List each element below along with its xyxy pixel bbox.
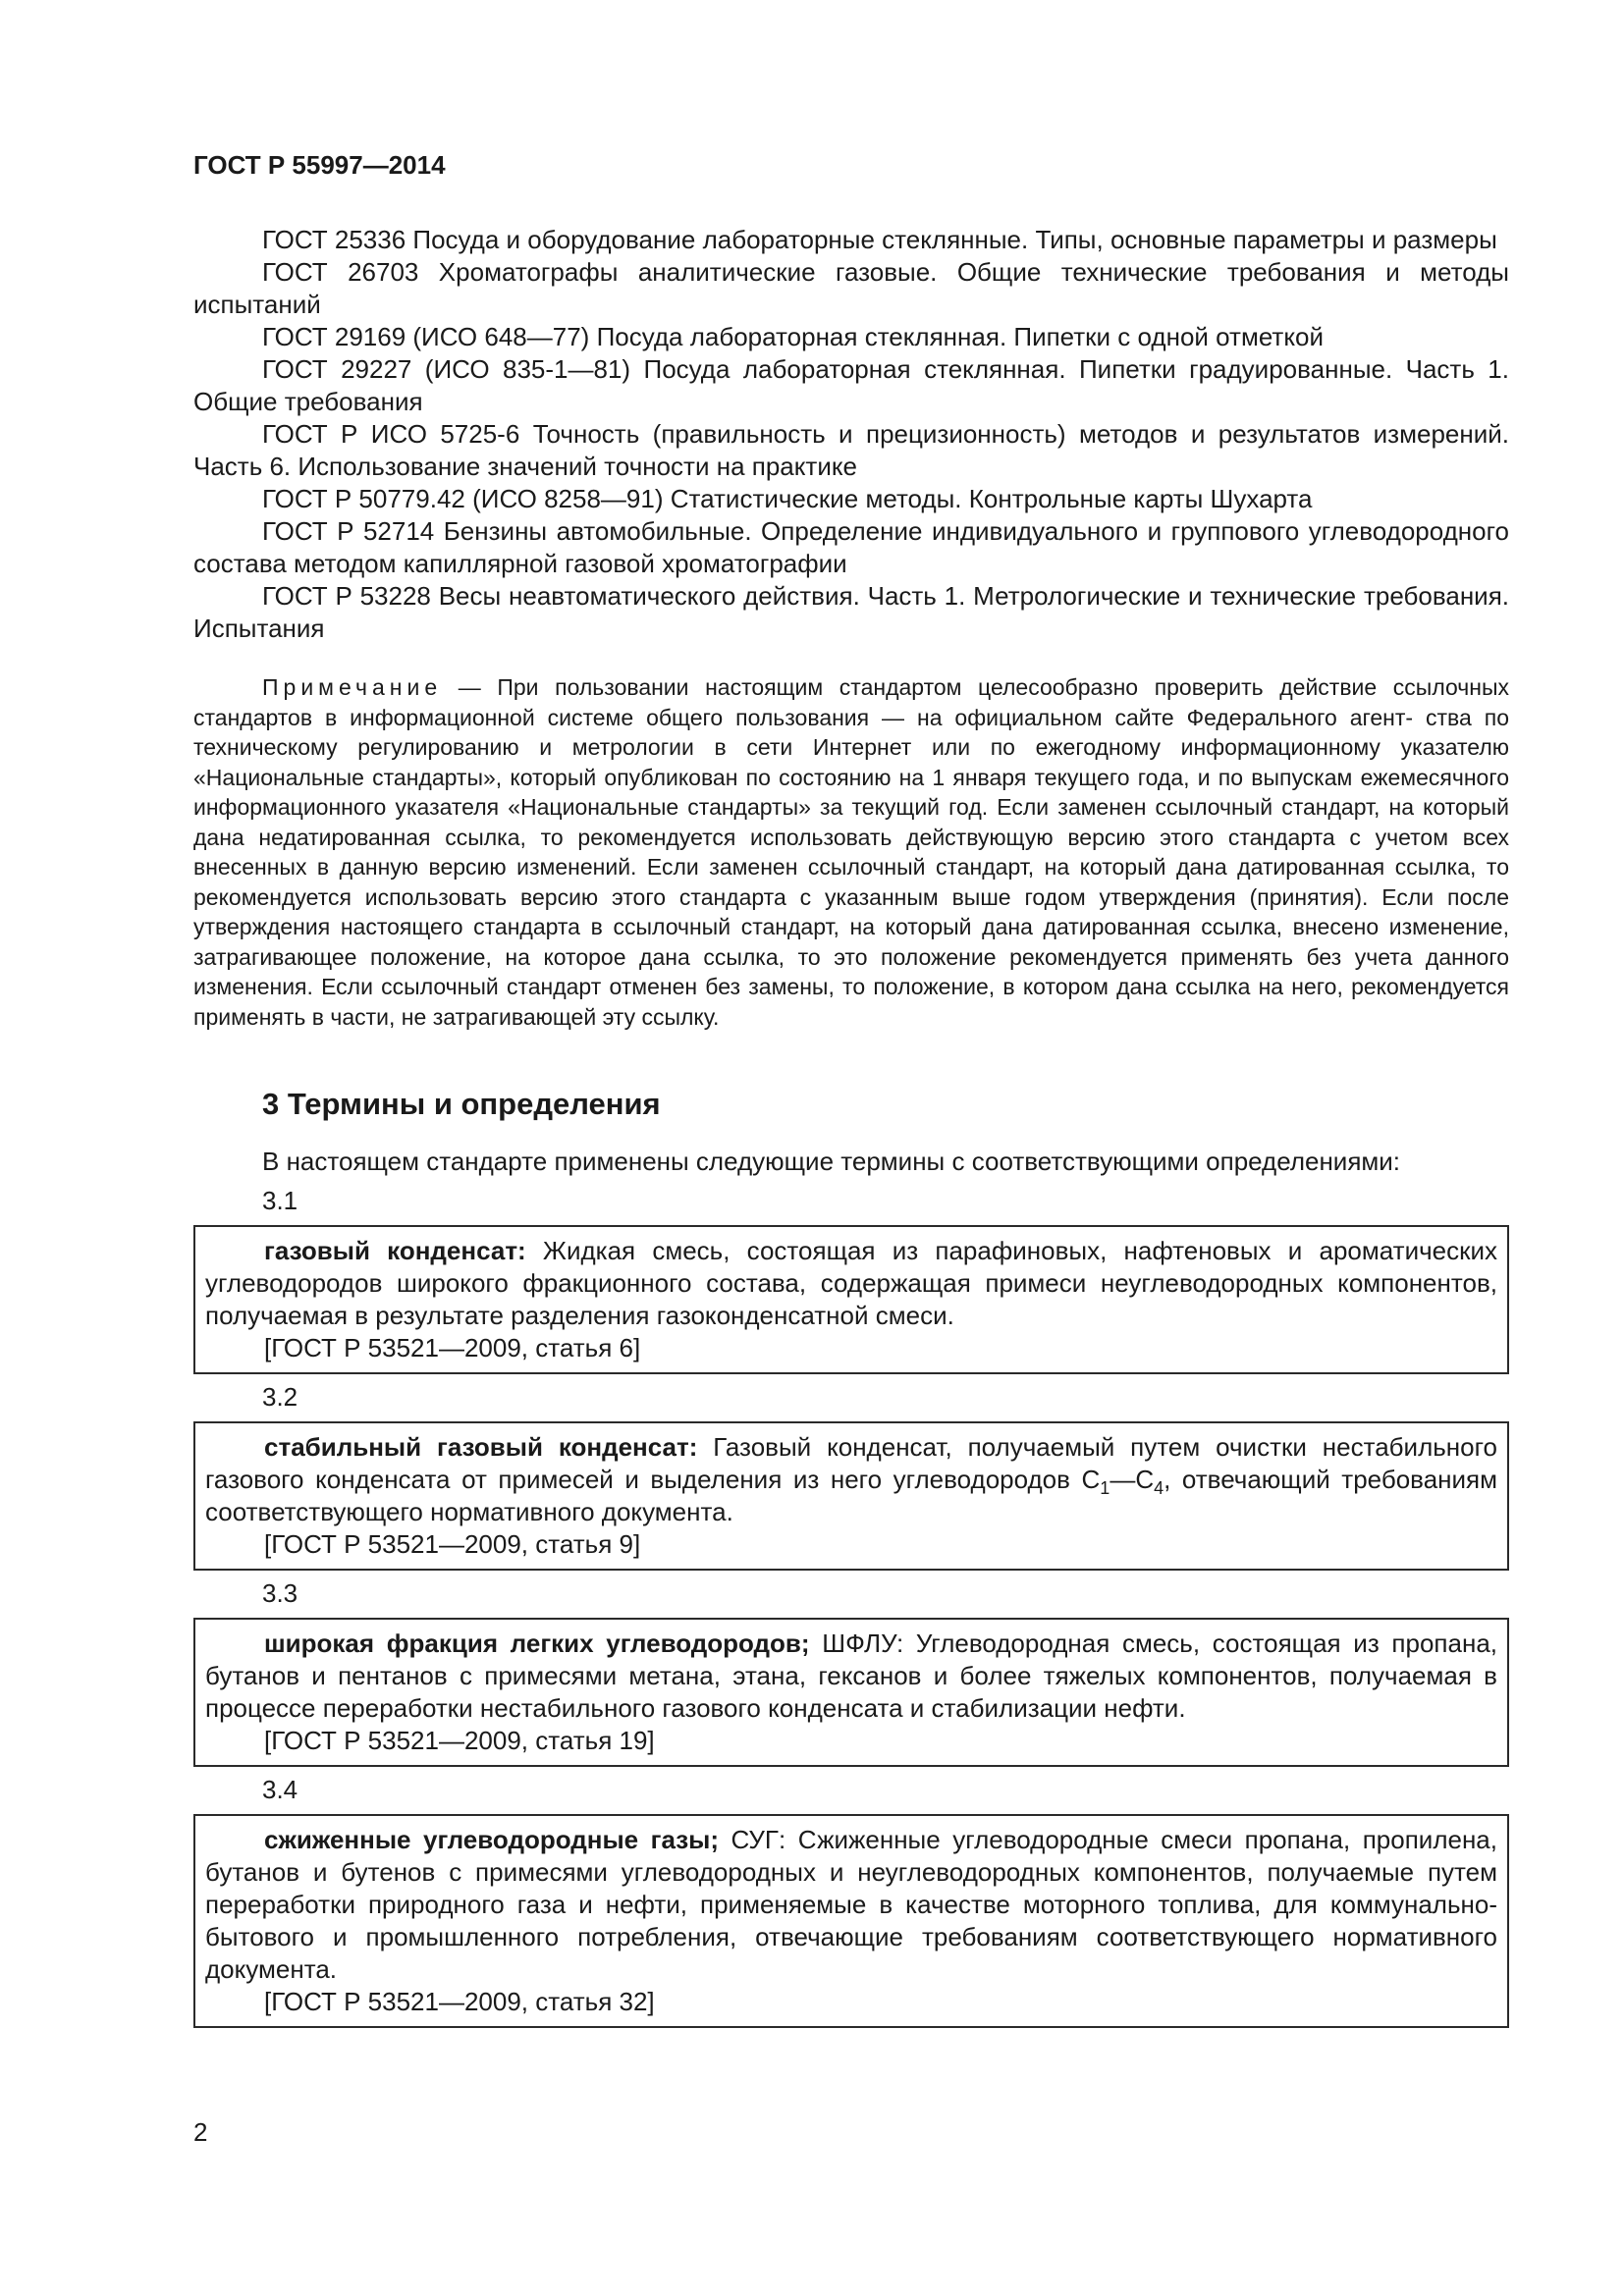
page-content [193,224,1509,2028]
page-number: 2 [193,2117,208,2147]
term-text: СУГ: Сжиженные углеводородные смеси пропана, пропилена, бутанов и бутенов с примесями углеводородных и неуглеводородных компонентов, получаемые путем переработки природного газа и нефти, применяемые в качестве моторного топлива, для коммунально-бытового и промышленного потребления, отвечающие требованиям соответствующего нормативного документа. [205,1825,1497,1984]
term-definition [205,1235,1497,1332]
reference-item: ГОСТ Р ИСО 5725-6 Точность (правильность и прецизионность) методов и результатов измерений. Часть 6. Использование значений точности на практике [193,419,1509,481]
term-definition [205,1824,1497,1986]
term-text: ШФЛУ: Углеводородная смесь, состоящая из пропана, бутанов и пентанов с примесями метана, этана, гексанов и более тяжелых компонентов, получаемая в процессе переработки нестабильного газового конденсата и стабилизации нефти. [205,1629,1498,1723]
term-text: —С [1110,1465,1155,1494]
term-definition [205,1431,1497,1528]
term-definition [205,1628,1497,1725]
term-definition-box [193,1814,1509,2028]
term-number: 3.3 [262,1578,298,1608]
term-number: 3.2 [262,1382,298,1412]
term-source: [ГОСТ Р 53521—2009, статья 32] [264,1987,655,2016]
term-text: Жидкая смесь, состоящая из парафиновых, нафтеновых и ароматических углеводородов широкого фракционного состава, содержащая примеси неуглеводородных компонентов, получаемая в результате разделения газоконденсатной смеси. [205,1236,1497,1330]
reference-item: ГОСТ 26703 Хроматографы аналитические газовые. Общие технические требования и методы испытаний [193,257,1509,319]
section-heading: 3 Термины и определения [262,1087,661,1121]
section-intro: В настоящем стандарте применены следующие термины с соответствующими определениями: [262,1147,1401,1176]
subscript: 4 [1154,1478,1164,1498]
document-header: ГОСТ Р 55997—2014 [193,150,446,180]
term-name: стабильный газовый конденсат: [264,1432,698,1462]
term-text: Газовый конденсат, получаемый путем очистки нестабильного газового конденсата от примесей и выделения из него углеводородов С [205,1432,1497,1494]
reference-list [193,224,1509,645]
note-label: Примечание [262,674,443,700]
reference-item: ГОСТ Р 52714 Бензины автомобильные. Определение индивидуального и группового углеводородного состава методом капиллярной газовой хроматографии [193,516,1509,578]
note-text: При пользовании настоящим стандартом целесообразно проверить действие ссылочных стандартов в информационной системе общего пользования — на официальном сайте Федерального агент- ства по техническому регулированию и метрологии в сети Интернет или по ежегодному информационному указателю «Национальные стандарты», который опубликован по состоянию на 1 января текущего года, и по выпускам ежемесячного информационного указателя «Национальные стандарты» за текущий год. Если заменен ссылочный стандарт, на который дана недатированная ссылка, то рекомендуется использовать действующую версию этого стандарта с учетом всех внесенных в данную версию изменений. Если заменен ссылочный стандарт, на который дана датированная ссылка, то рекомендуется использовать версию этого стандарта с указанным выше годом утверждения (принятия). Если после утверждения настоящего стандарта в ссылочный стандарт, на который дана датированная ссылка, внесено изменение, затрагивающее положение, на которое дана ссылка, то это положение рекомендуется применять без учета данного изменения. Если ссылочный стандарт отменен без замены, то положение, в котором дана ссылка на него, рекомендуется применять в части, не затрагивающей эту ссылку. [193,674,1510,1030]
term-text: , отвечающий требованиям соответствующего нормативного документа. [205,1465,1498,1526]
term-name: широкая фракция легких углеводородов; [264,1629,810,1658]
subscript: 1 [1100,1478,1110,1498]
term-source: [ГОСТ Р 53521—2009, статья 9] [264,1529,641,1559]
reference-item: ГОСТ 29227 (ИСО 835-1—81) Посуда лабораторная стеклянная. Пипетки градуированные. Часть 1. Общие требования [193,354,1509,416]
term-definition-box [193,1225,1509,1374]
reference-item: ГОСТ 29169 (ИСО 648—77) Посуда лабораторная стеклянная. Пипетки с одной отметкой [262,322,1324,351]
term-number: 3.1 [262,1186,298,1215]
reference-item: ГОСТ Р 53228 Весы неавтоматического действия. Часть 1. Метрологические и технические требования. Испытания [193,581,1509,643]
note-dash: — [442,674,498,700]
term-name: газовый конденсат: [264,1236,526,1265]
term-source: [ГОСТ Р 53521—2009, статья 6] [264,1333,641,1362]
term-number: 3.4 [262,1775,298,1804]
term-source: [ГОСТ Р 53521—2009, статья 19] [264,1726,655,1755]
note-paragraph [193,672,1509,1032]
reference-item: ГОСТ 25336 Посуда и оборудование лабораторные стеклянные. Типы, основные параметры и размеры [262,225,1497,254]
term-definition-box [193,1421,1509,1571]
term-name: сжиженные углеводородные газы; [264,1825,720,1854]
reference-item: ГОСТ Р 50779.42 (ИСО 8258—91) Статистические методы. Контрольные карты Шухарта [262,484,1313,513]
term-definition-box [193,1618,1509,1767]
